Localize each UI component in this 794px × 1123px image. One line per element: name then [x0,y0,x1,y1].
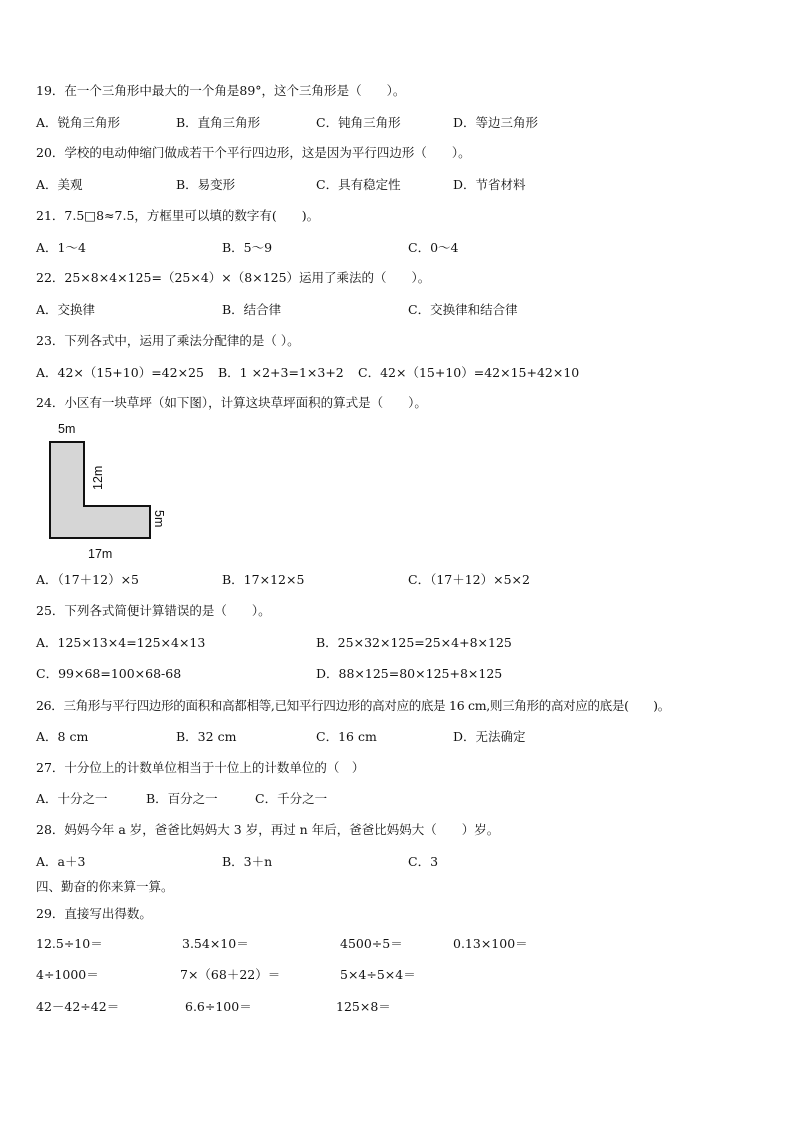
calc-item: 4500÷5＝ [340,936,403,951]
calc-item: 12.5÷10＝ [36,936,103,951]
q28-option-b[interactable]: B．3＋n [222,854,273,869]
lawn-l-shape-figure [36,418,176,564]
q26-option-c[interactable]: C．16 cm [316,729,377,744]
q22-option-a[interactable]: A．交换律 [36,302,96,317]
calc-item: 125×8＝ [336,999,391,1014]
calc-item: 7×（68＋22）＝ [180,967,281,982]
question-26-stem: 26．三角形与平行四边形的面积和高都相等,已知平行四边形的高对应的底是 16 cm,则三角形的高对应的底是( )。 [36,698,670,713]
question-29-stem: 29．直接写出得数。 [36,906,152,921]
q19-option-d[interactable]: D．等边三角形 [453,115,539,130]
q28-option-c[interactable]: C．3 [408,854,439,869]
label-inner-height: 12m [91,465,105,490]
q20-option-b[interactable]: B．易变形 [176,177,236,192]
question-19-stem: 19．在一个三角形中最大的一个角是89°，这个三角形是（ ）。 [36,83,406,98]
question-23-stem: 23．下列各式中，运用了乘法分配律的是（ ）。 [36,333,300,348]
q19-option-b[interactable]: B．直角三角形 [176,115,261,130]
q19-option-c[interactable]: C．钝角三角形 [316,115,401,130]
calc-item: 6.6÷100＝ [185,999,252,1014]
q26-option-d[interactable]: D．无法确定 [453,729,526,744]
q25-option-c[interactable]: C．99×68=100×68-68 [36,666,182,681]
q25-option-b[interactable]: B．25×32×125=25×4+8×125 [316,635,512,650]
q27-option-b[interactable]: B．百分之一 [146,791,218,806]
q24-option-c[interactable]: C．（17＋12）×5×2 [408,572,530,587]
label-right-height: 5m [152,510,166,528]
question-27-stem: 27．十分位上的计数单位相当于十位上的计数单位的（ ） [36,760,365,775]
q26-option-b[interactable]: B．32 cm [176,729,237,744]
q28-option-a[interactable]: A．a＋3 [36,854,86,869]
question-24-stem: 24．小区有一块草坪（如下图），计算这块草坪面积的算式是（ ）。 [36,395,427,410]
q19-option-a[interactable]: A．锐角三角形 [36,115,121,130]
calc-item: 0.13×100＝ [453,936,528,951]
q23-option-a[interactable]: A．42×（15+10）=42×25 [36,365,204,380]
section-4-title: 四、勤奋的你来算一算。 [36,879,174,894]
calc-item: 5×4÷5×4＝ [340,967,416,982]
question-25-stem: 25．下列各式简便计算错误的是（ ）。 [36,603,271,618]
q27-option-a[interactable]: A．十分之一 [36,791,108,806]
q21-option-c[interactable]: C．0～4 [408,240,459,255]
q25-option-d[interactable]: D．88×125=80×125+8×125 [316,666,503,681]
question-28-stem: 28．妈妈今年 a 岁，爸爸比妈妈大 3 岁，再过 n 年后，爸爸比妈妈大（ ）岁。 [36,822,500,837]
question-21-stem: 21．7.5□8≈7.5，方框里可以填的数字有( )。 [36,208,320,223]
q23-option-c[interactable]: C．42×（15+10）=42×15+42×10 [358,365,580,380]
q24-option-a[interactable]: A．（17＋12）×5 [36,572,140,587]
calc-item: 4÷1000＝ [36,967,99,982]
calc-item: 3.54×10＝ [182,936,249,951]
q23-option-b[interactable]: B．1 ×2+3=1×3+2 [218,365,344,380]
label-bottom-length: 17m [88,547,113,561]
q21-option-b[interactable]: B．5～9 [222,240,273,255]
q27-option-c[interactable]: C．千分之一 [255,791,328,806]
q26-option-a[interactable]: A．8 cm [36,729,89,744]
q24-option-b[interactable]: B．17×12×5 [222,572,305,587]
question-22-stem: 22．25×8×4×125=（25×4）×（8×125）运用了乘法的（ ）。 [36,270,431,285]
q25-option-a[interactable]: A．125×13×4=125×4×13 [36,635,206,650]
q21-option-a[interactable]: A．1～4 [36,240,86,255]
label-top-width: 5m [58,422,76,436]
question-20-stem: 20．学校的电动伸缩门做成若干个平行四边形，这是因为平行四边形（ ）。 [36,145,471,160]
q22-option-c[interactable]: C．交换律和结合律 [408,302,518,317]
q20-option-c[interactable]: C．具有稳定性 [316,177,401,192]
q20-option-a[interactable]: A．美观 [36,177,83,192]
q22-option-b[interactable]: B．结合律 [222,302,282,317]
q20-option-d[interactable]: D．节省材料 [453,177,526,192]
calc-item: 42－42÷42＝ [36,999,120,1014]
